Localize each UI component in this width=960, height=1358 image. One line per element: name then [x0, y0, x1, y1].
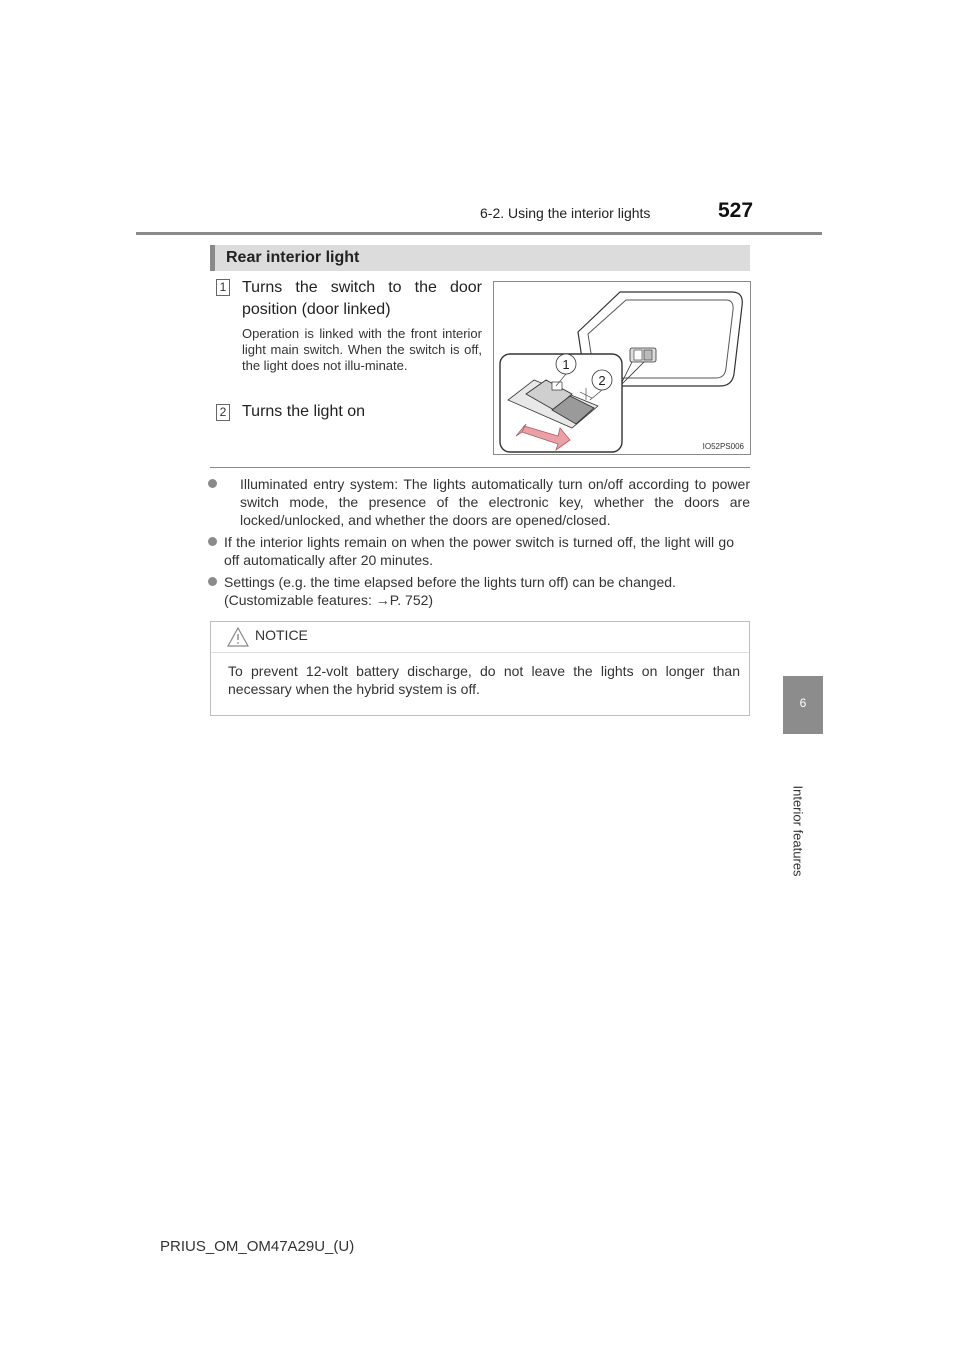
bullet-item: [208, 475, 750, 529]
bullet-text: If the interior lights remain on when the power switch is turned off, the light will go off automatically after 20 minutes.: [224, 534, 734, 568]
header-divider: [136, 232, 822, 235]
bullet-dot-icon: [208, 577, 217, 586]
section-heading-text: Rear interior light: [226, 249, 360, 266]
section-heading: [210, 245, 750, 271]
item-number-2: 2: [216, 404, 230, 421]
warning-triangle-icon: [227, 627, 249, 647]
header-section-title: 6-2. Using the interior lights: [480, 205, 651, 221]
notice-title: NOTICE: [255, 627, 308, 643]
document-code: PRIUS_OM_OM47A29U_(U): [160, 1238, 355, 1255]
rear-light-drawing: [494, 282, 750, 454]
bullet-item: [208, 533, 734, 569]
item-number-1: 1: [216, 279, 230, 296]
callout-2-label: 2: [598, 373, 606, 388]
bullet-dot-icon: [208, 479, 217, 488]
bullet-text: Illuminated entry system: The lights automatically turn on/off according to power switch mode, the presence of the electronic key, whether the doors are locked/unlocked, and whether the doors are opened/closed.: [240, 476, 750, 528]
bullet-dot-icon: [208, 537, 217, 546]
rear-light-illustration: [493, 281, 751, 455]
section-divider: [210, 467, 750, 468]
callout-1-label: 1: [562, 357, 570, 372]
bullet-text: Settings (e.g. the time elapsed before the lights turn off) can be changed.: [224, 574, 676, 590]
notice-text: To prevent 12-volt battery discharge, do not leave the lights on longer than necessary when the hybrid system is off.: [228, 663, 740, 697]
bullet-item: [208, 573, 734, 591]
item-2-title: Turns the light on: [242, 403, 366, 420]
chapter-tab-number: 6: [799, 696, 807, 710]
item-1-title-line1: Turns the switch to the door: [242, 279, 482, 296]
item-1-title-line2: position (door linked): [242, 301, 391, 318]
page-number: 527: [718, 199, 754, 222]
illustration-code: IO52PS006: [702, 442, 744, 451]
chapter-tab-label: Interior features: [790, 785, 806, 877]
notice-divider: [211, 652, 749, 653]
chapter-tab: [783, 676, 823, 734]
item-1-description: Operation is linked with the front interior light main switch. When the switch is off, the light does not illu-minate.: [242, 326, 482, 373]
bullet-continuation: (Customizable features: →P. 752): [224, 592, 434, 608]
notice-box: [210, 621, 750, 716]
